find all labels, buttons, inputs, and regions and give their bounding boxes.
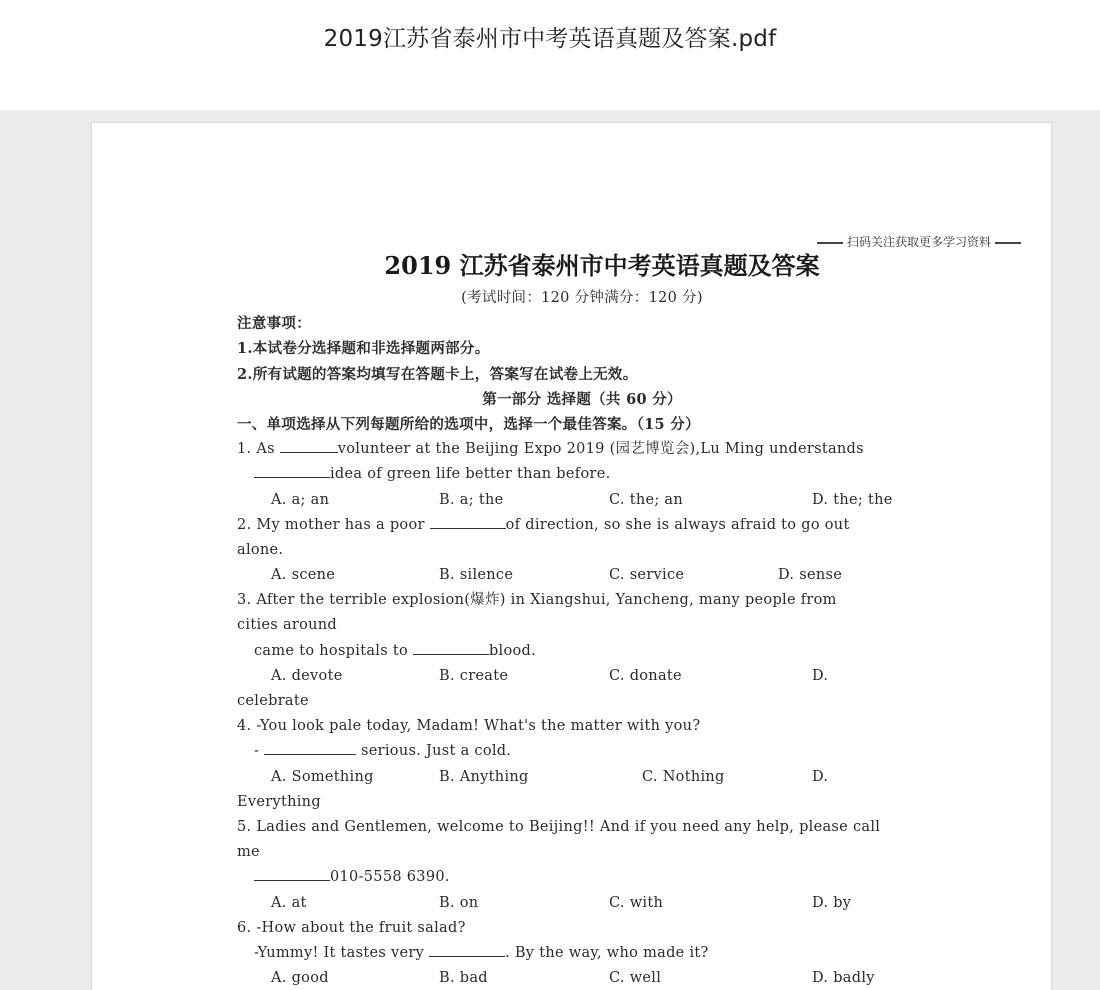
option-b: B. Anything <box>439 768 529 785</box>
option-b: B. on <box>439 894 479 911</box>
answer-blank <box>430 514 506 529</box>
answer-blank <box>413 640 489 655</box>
answer-blank <box>254 866 330 881</box>
question-3-line-3 <box>237 639 927 664</box>
question-4-dash: - <box>254 743 265 760</box>
notice-item-1: 1.本试卷分选择题和非选择题两部分。 <box>237 340 490 358</box>
question-1-options <box>237 488 927 513</box>
option-d: D. <box>812 768 829 785</box>
question-3-options <box>237 664 927 689</box>
question-5-line-3 <box>237 865 927 890</box>
exam-title: 2019 江苏省泰州市中考英语真题及答案 <box>384 251 820 280</box>
answer-blank <box>264 740 356 755</box>
question-4-line-2 <box>237 739 927 764</box>
question-4-text: serious. Just a cold. <box>356 743 512 760</box>
section-heading: 一、单项选择从下列每题所给的选项中，选择一个最佳答案。（15 分） <box>237 415 700 433</box>
option-a: A. a; an <box>271 491 330 508</box>
option-d: D. badly <box>812 970 875 987</box>
option-c: C. the; an <box>609 491 684 508</box>
exam-content <box>237 246 927 990</box>
option-d: D. sense <box>778 567 843 584</box>
question-5-line-1: 5. Ladies and Gentlemen, welcome to Beijing!! And if you need any help, please call <box>237 818 881 835</box>
question-3-text-2: blood. <box>488 642 537 659</box>
question-6-options <box>237 966 927 990</box>
question-6-line-1: 6. -How about the fruit salad? <box>237 919 466 936</box>
question-3-text: came to hospitals to <box>254 642 413 659</box>
question-1-line-2 <box>237 462 927 487</box>
option-c: C. Nothing <box>642 768 725 785</box>
option-c: C. well <box>609 970 662 987</box>
question-2-options <box>237 563 927 588</box>
answer-blank <box>280 438 338 453</box>
option-b: B. bad <box>439 970 488 987</box>
option-a: A. good <box>271 970 329 987</box>
document-file-title: 2019江苏省泰州市中考英语真题及答案.pdf <box>323 26 777 52</box>
question-5-line-2: me <box>237 844 260 861</box>
question-2-line-2: alone. <box>237 541 284 558</box>
document-header <box>0 0 1100 110</box>
option-b: B. silence <box>439 567 514 584</box>
question-3-line-2: cities around <box>237 617 338 634</box>
slogan-rule-left <box>817 242 843 244</box>
option-b: B. create <box>439 667 509 684</box>
option-c: C. donate <box>609 667 682 684</box>
question-5-options <box>237 891 927 916</box>
option-d: D. <box>812 667 829 684</box>
slogan-text: 扫码关注获取更多学习资料 <box>846 235 991 249</box>
option-a: A. Something <box>271 768 374 785</box>
notice-heading: 注意事项： <box>237 315 311 333</box>
slogan-rule-right <box>995 242 1021 244</box>
question-2-line-1 <box>237 513 927 538</box>
part-heading: 第一部分 选择题（共 60 分） <box>482 390 682 408</box>
question-4-option-d-wrap: Everything <box>237 793 321 810</box>
question-1-text-2: idea of green life better than before. <box>330 466 611 483</box>
pdf-page <box>91 122 1052 990</box>
question-2-text: of direction, so she is always afraid to go out <box>505 516 850 533</box>
question-3-line-1: 3. After the terrible explosion(爆炸) in Xiangshui, Yancheng, many people from <box>237 592 837 609</box>
option-d: D. the; the <box>812 491 893 508</box>
option-b: B. a; the <box>439 491 504 508</box>
question-6-line-2 <box>237 941 927 966</box>
question-3-option-d-wrap: celebrate <box>237 693 309 709</box>
answer-blank <box>254 463 330 478</box>
option-d: D. by <box>812 894 852 911</box>
option-a: A. devote <box>271 667 343 684</box>
pdf-viewer-area[interactable] <box>0 110 1100 990</box>
option-c: C. with <box>609 894 664 911</box>
question-5-text: 010-5558 6390. <box>330 869 450 886</box>
question-6-text: -Yummy! It tastes very <box>254 944 430 961</box>
question-1-prefix: 1. As <box>237 441 280 458</box>
exam-subtitle: (考试时间：120 分钟满分：120 分) <box>461 290 703 306</box>
question-6-text-2: . By the way, who made it? <box>505 944 709 961</box>
answer-blank <box>429 942 505 957</box>
option-a: A. scene <box>271 567 336 584</box>
question-4-line-1: 4. -You look pale today, Madam! What's the matter with you? <box>237 718 701 735</box>
question-4-options <box>237 765 927 790</box>
question-1-line-1 <box>237 437 927 462</box>
option-a: A. at <box>271 894 307 911</box>
question-1-text: volunteer at the Beijing Expo 2019 (园艺博览会),Lu Ming understands <box>337 441 864 458</box>
notice-item-2: 2.所有试题的答案均填写在答题卡上，答案写在试卷上无效。 <box>237 365 638 383</box>
option-c: C. service <box>609 567 685 584</box>
question-2-prefix: 2. My mother has a poor <box>237 516 430 533</box>
